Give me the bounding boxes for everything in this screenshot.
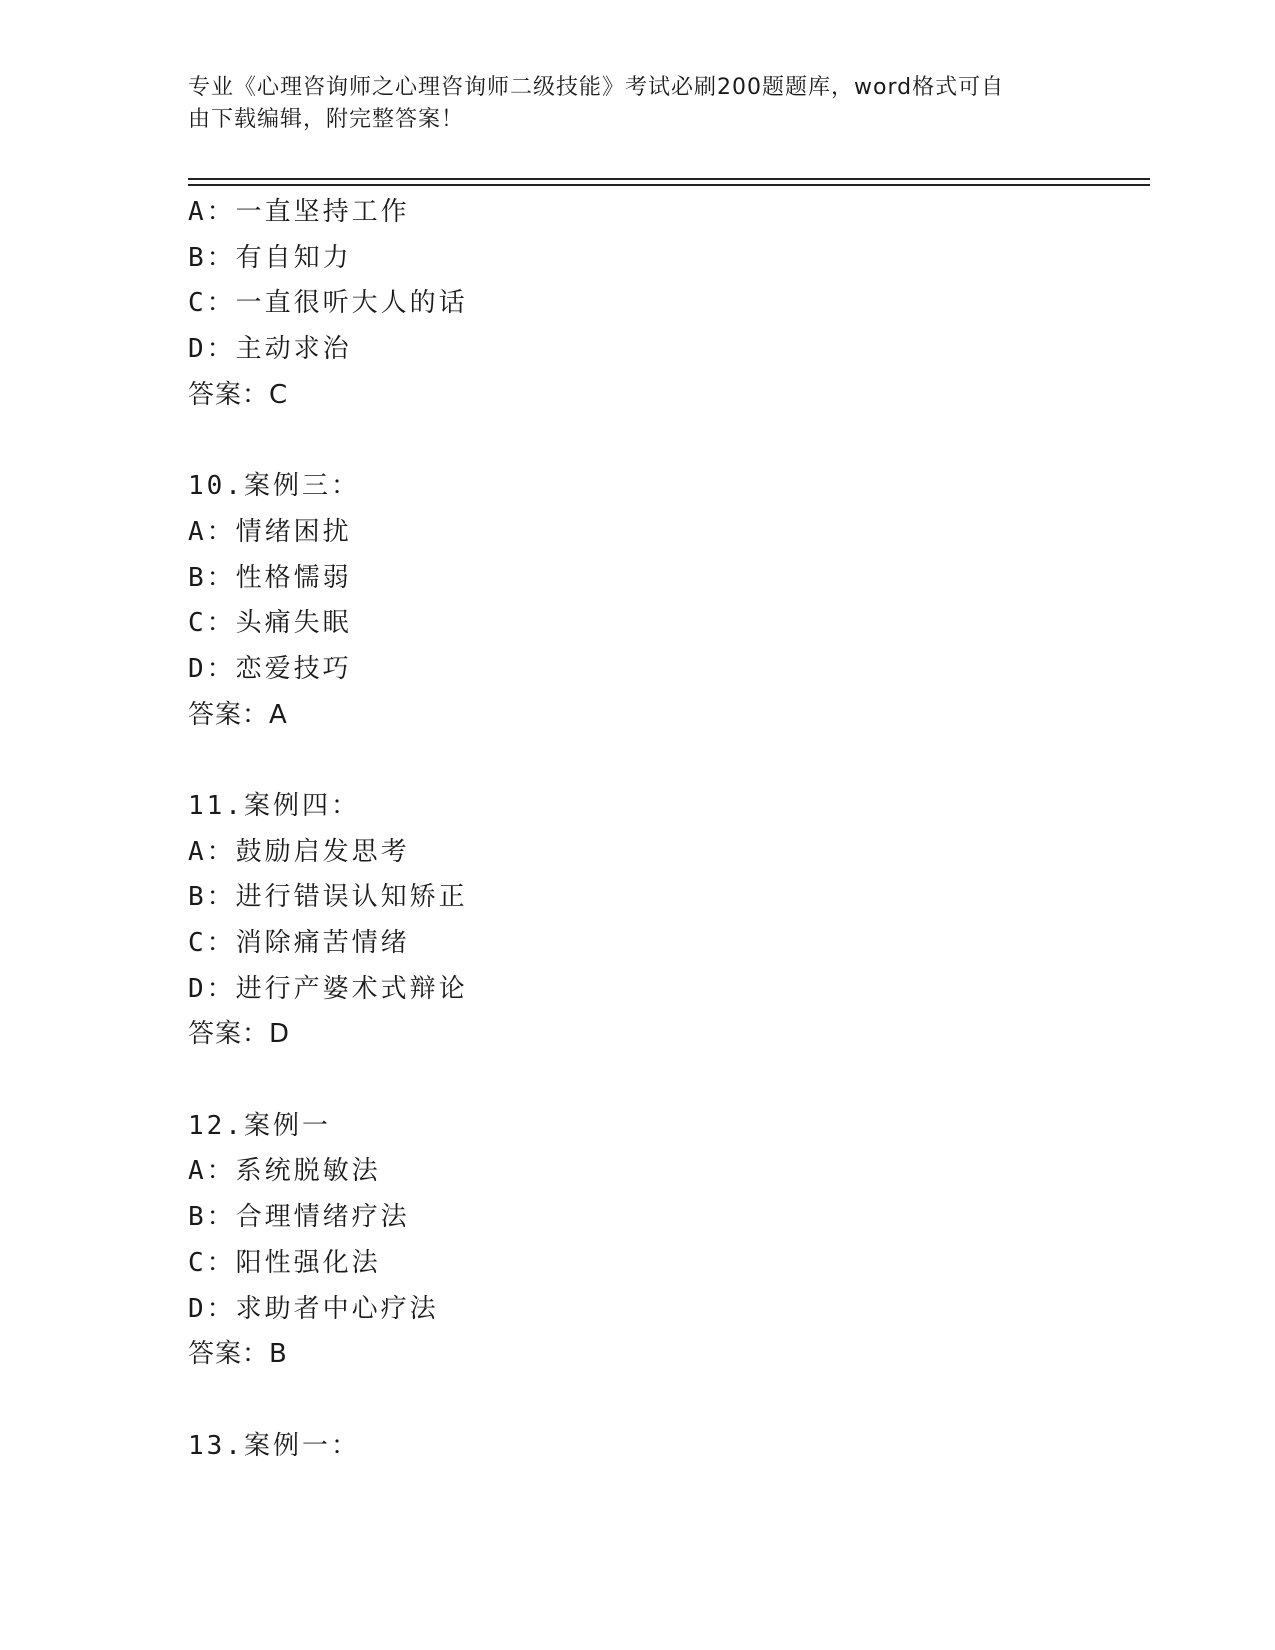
- option-c: C：阳性强化法: [188, 1247, 381, 1278]
- header-line-2: 由下载编辑，附完整答案！: [188, 107, 465, 132]
- question-10: [188, 464, 1088, 738]
- option-b: B：性格懦弱: [188, 562, 352, 593]
- header-line-1: 专业《心理咨询师之心理咨询师二级技能》考试必刷200题题库，word格式可自: [188, 75, 1005, 100]
- answer-line: 答案：B: [188, 1339, 288, 1370]
- question-13: [188, 1424, 1088, 1470]
- spacer: [188, 1058, 1088, 1104]
- option-b: B：合理情绪疗法: [188, 1202, 410, 1233]
- question-title: 13.案例一：: [188, 1430, 360, 1461]
- question-title: 10.案例三：: [188, 471, 360, 502]
- option-b: B：有自知力: [188, 242, 352, 273]
- option-d: D：进行产婆术式辩论: [188, 973, 468, 1004]
- question-9: [188, 190, 1088, 418]
- header-divider-top: [188, 178, 1150, 180]
- option-a: A：一直坚持工作: [188, 197, 410, 227]
- option-c: C：头痛失眠: [188, 608, 352, 639]
- answer-line: 答案：D: [188, 1019, 291, 1050]
- question-title: 12.案例一: [188, 1110, 331, 1141]
- answer-line: 答案：C: [188, 379, 289, 410]
- spacer: [188, 418, 1088, 464]
- question-title: 11.案例四：: [188, 790, 360, 821]
- answer-line: 答案：A: [188, 699, 288, 730]
- option-a: A：系统脱敏法: [188, 1156, 381, 1187]
- question-list: [188, 190, 1088, 1469]
- option-c: C：一直很听大人的话: [188, 288, 468, 319]
- document-header: [188, 72, 1068, 136]
- option-a: A：鼓励启发思考: [188, 836, 410, 867]
- option-d: D：恋爱技巧: [188, 653, 352, 684]
- option-d: D：求助者中心疗法: [188, 1293, 439, 1324]
- spacer: [188, 1378, 1088, 1424]
- option-b: B：进行错误认知矫正: [188, 882, 468, 913]
- option-a: A：情绪困扰: [188, 516, 352, 547]
- option-c: C：消除痛苦情绪: [188, 928, 410, 958]
- question-11: [188, 784, 1088, 1058]
- option-d: D：主动求治: [188, 334, 352, 365]
- question-12: [188, 1104, 1088, 1378]
- header-divider-bottom: [188, 184, 1150, 186]
- spacer: [188, 738, 1088, 784]
